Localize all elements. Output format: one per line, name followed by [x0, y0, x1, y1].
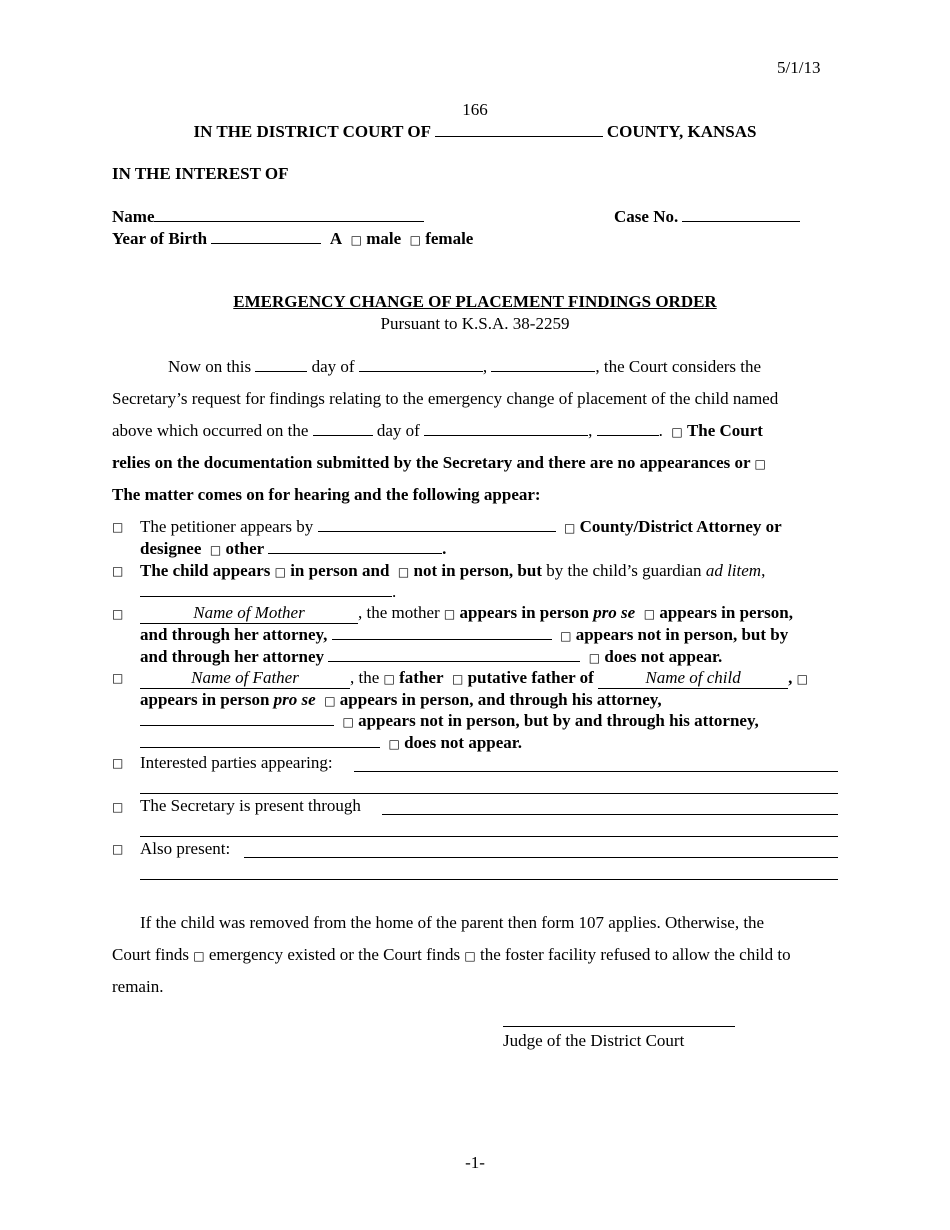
- father-does-not-appear-checkbox-icon[interactable]: □: [388, 737, 400, 751]
- secretary-label: The Secretary is present through: [140, 796, 361, 815]
- court-heading: IN THE DISTRICT COURT OF COUNTY, KANSAS: [193, 122, 757, 141]
- name-row: Name: [112, 207, 424, 227]
- also-present-blank-1[interactable]: [244, 857, 838, 858]
- month-blank[interactable]: [359, 357, 483, 372]
- year-blank[interactable]: [491, 357, 595, 372]
- child-in-person-checkbox-icon[interactable]: □: [274, 565, 286, 579]
- interested-label: Interested parties appearing:: [140, 753, 333, 772]
- petitioner-line-1: The petitioner appears by □ County/District Attorney or: [140, 517, 782, 536]
- father-line-4: □ does not appear.: [140, 733, 522, 753]
- male-checkbox-icon[interactable]: □: [350, 233, 362, 247]
- father-attorney-2-blank[interactable]: [140, 733, 380, 748]
- mother-line-2: and through her attorney, □ appears not in person, but by: [140, 625, 789, 644]
- occurred-year-blank[interactable]: [597, 421, 659, 436]
- emergency-checkbox-icon[interactable]: □: [193, 949, 205, 963]
- mother-line-3: and through her attorney □ does not appear.: [140, 647, 723, 666]
- secretary-blank-2[interactable]: [140, 836, 838, 837]
- mother-pro-se-checkbox-icon[interactable]: □: [443, 607, 456, 621]
- father-line-2: appears in person pro se □ appears in person, and through his attorney,: [140, 690, 662, 709]
- findings-line-3: remain.: [112, 977, 164, 996]
- county-attorney-checkbox-icon[interactable]: □: [564, 521, 576, 535]
- mother-with-attorney-checkbox-icon[interactable]: □: [643, 607, 656, 621]
- interested-blank-2[interactable]: [140, 793, 838, 794]
- findings-line-1: If the child was removed from the home of the parent then form 107 applies. Otherwise, the: [140, 913, 765, 932]
- father-attorney-blank[interactable]: [140, 711, 334, 726]
- findings-line-2: Court finds □ emergency existed or the Court finds □ the foster facility refused to allow the child to: [112, 945, 791, 964]
- mother-not-in-person-checkbox-icon[interactable]: □: [560, 629, 572, 643]
- mother-attorney-2-blank[interactable]: [328, 647, 580, 662]
- child-not-in-person-checkbox-icon[interactable]: □: [397, 565, 410, 579]
- father-checkbox-2-icon[interactable]: □: [383, 672, 395, 686]
- female-checkbox-icon[interactable]: □: [409, 233, 421, 247]
- father-checkbox-icon[interactable]: □: [112, 671, 124, 685]
- petitioner-checkbox-icon[interactable]: □: [112, 520, 124, 534]
- signature-line[interactable]: [503, 1026, 735, 1027]
- child-line-1: The child appears □ in person and □ not in person, but by the child’s guardian ad litem,: [140, 561, 766, 580]
- secretary-checkbox-icon[interactable]: □: [112, 800, 124, 814]
- occurred-month-blank[interactable]: [424, 421, 588, 436]
- year-of-birth-blank[interactable]: [211, 229, 321, 244]
- child-line-2: .: [140, 582, 396, 602]
- father-name-field[interactable]: Name of Father: [140, 668, 350, 689]
- mother-checkbox-icon[interactable]: □: [112, 607, 124, 621]
- father-line-3: □ appears not in person, but by and through his attorney,: [140, 711, 759, 731]
- mother-does-not-appear-checkbox-icon[interactable]: □: [588, 651, 601, 665]
- father-line-1: Name of Father , the □ father □ putative father of Name of child , □: [140, 668, 808, 689]
- petitioner-line-2: designee □ other .: [140, 539, 447, 558]
- occurred-day-blank[interactable]: [313, 421, 373, 436]
- intro-line-4: relies on the documentation submitted by the Secretary and there are no appearances or □: [112, 453, 766, 472]
- form-number: 166: [462, 100, 488, 119]
- mother-name-field[interactable]: Name of Mother: [140, 603, 358, 624]
- mother-line-1: Name of Mother , the mother □ appears in person pro se □ appears in person,: [140, 603, 793, 624]
- putative-father-checkbox-icon[interactable]: □: [452, 672, 464, 686]
- interest-of-label: IN THE INTEREST OF: [112, 164, 289, 183]
- order-title: EMERGENCY CHANGE OF PLACEMENT FINDINGS ORDER: [233, 292, 717, 311]
- order-subtitle: Pursuant to K.S.A. 38-2259: [380, 314, 570, 333]
- intro-line-1: Now on this day of , , the Court considers the: [168, 357, 762, 376]
- day-blank[interactable]: [255, 357, 307, 372]
- petitioner-blank[interactable]: [318, 517, 556, 532]
- intro-line-5: The matter comes on for hearing and the following appear:: [112, 485, 541, 504]
- child-name-blank[interactable]: [154, 207, 424, 222]
- county-blank[interactable]: [435, 122, 603, 137]
- foster-refused-checkbox-icon[interactable]: □: [464, 949, 476, 963]
- secretary-blank-1[interactable]: [382, 814, 838, 815]
- intro-line-3: above which occurred on the day of , . □ The Court: [112, 421, 763, 440]
- father-with-attorney-checkbox-icon[interactable]: □: [324, 694, 336, 708]
- case-number-blank[interactable]: [682, 207, 800, 222]
- child-checkbox-icon[interactable]: □: [112, 564, 124, 578]
- documentation-checkbox-icon[interactable]: □: [671, 425, 683, 439]
- case-row: Case No.: [614, 207, 800, 227]
- guardian-blank[interactable]: [140, 582, 392, 597]
- mother-attorney-blank[interactable]: [332, 625, 552, 640]
- child-name-field[interactable]: Name of child: [598, 668, 788, 689]
- hearing-checkbox-icon[interactable]: □: [754, 457, 766, 471]
- also-present-label: Also present:: [140, 839, 231, 858]
- other-blank[interactable]: [268, 539, 442, 554]
- father-pro-se-checkbox-icon[interactable]: □: [796, 672, 808, 686]
- also-present-checkbox-icon[interactable]: □: [112, 842, 124, 856]
- yob-row: Year of Birth A □ male □ female: [112, 229, 474, 248]
- other-checkbox-icon[interactable]: □: [209, 543, 222, 557]
- page-number: -1-: [465, 1153, 485, 1172]
- interested-blank-1[interactable]: [354, 771, 838, 772]
- father-not-in-person-checkbox-icon[interactable]: □: [342, 715, 354, 729]
- interested-checkbox-icon[interactable]: □: [112, 756, 124, 770]
- also-present-blank-2[interactable]: [140, 879, 838, 880]
- form-date: 5/1/13: [777, 58, 821, 77]
- intro-line-2: Secretary’s request for findings relating to the emergency change of placement of the child named: [112, 389, 779, 408]
- signature-label: Judge of the District Court: [503, 1031, 685, 1050]
